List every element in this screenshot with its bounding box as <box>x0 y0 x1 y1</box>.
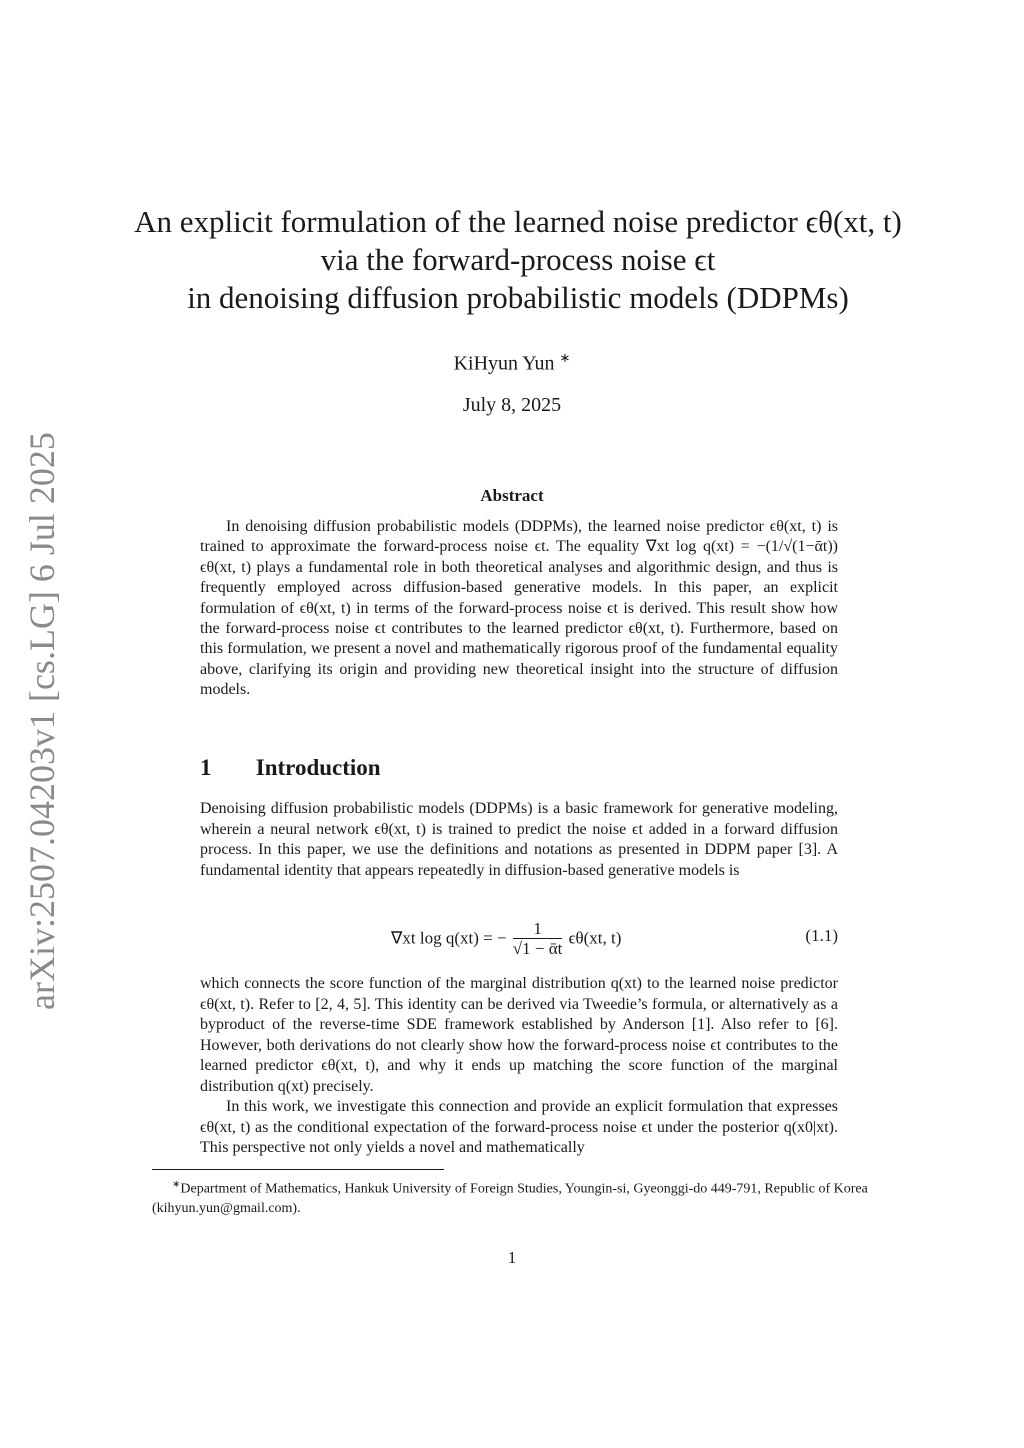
author-name: KiHyun Yun <box>453 352 555 375</box>
intro-paragraph-1-text: Denoising diffusion probabilistic models (DDPMs) is a basic framework for generative modeling, wherein a neural network ϵθ(xt, t) is trained to predict the noise ϵt added in a forward diffusion process. In this paper, we use the definitions and notations as presented in DDPM paper [3]. A fundamental identity that appears repeatedly in diffusion-based generative models is <box>200 800 838 879</box>
title-line-3: in denoising diffusion probabilistic models (DDPMs) <box>187 280 849 315</box>
intro-paragraph-3-text: In this work, we investigate this connection and provide an explicit formulation that expresses ϵθ(xt, t) as the conditional expectation of the forward-process noise ϵt under the posterior q(x0|xt). This perspective not only yields a novel and mathematically <box>200 1098 838 1156</box>
footnote-text: Department of Mathematics, Hankuk University of Foreign Studies, Youngin-si, Gyeonggi-do 449-791, Republic of Korea (kihyun.yun@gmail.com). <box>152 1181 868 1216</box>
paper-date: July 8, 2025 <box>462 394 562 416</box>
abstract-heading: Abstract <box>480 486 544 505</box>
section-heading <box>200 755 381 781</box>
equation-rhs: ϵθ(xt, t) <box>568 928 622 948</box>
intro-paragraph-1 <box>200 799 838 881</box>
intro-paragraph-2-text: which connects the score function of the marginal distribution q(xt) to the learned noise predictor ϵθ(xt, t). Refer to [2, 4, 5]. This identity can be derived via Tweedie’s formula, or alternatively as a byproduct of the reverse-time SDE framework established by Anderson [1]. Also refer to [6]. However, both derivations do not clearly show how the forward-process noise ϵt contributes to the learned predictor ϵθ(xt, t), and why it ends up matching the score function of the marginal distribution q(xt) precisely. <box>200 975 838 1095</box>
section-number: 1 <box>200 755 212 780</box>
equation-numerator: 1 <box>513 920 563 939</box>
paper-title <box>100 203 936 317</box>
intro-paragraph-2 <box>200 974 838 1159</box>
author-footnote-mark: ∗ <box>559 350 571 365</box>
equation-fraction <box>513 920 563 959</box>
arxiv-identifier-stamp: arXiv:2507.04203v1 [cs.LG] 6 Jul 2025 <box>22 432 62 1010</box>
abstract-text: In denoising diffusion probabilistic models (DDPMs), the learned noise predictor ϵθ(xt, t) is trained to approximate the forward-process noise ϵt. The equality ∇xt log q(xt) = −(1/√(1−ᾱt)) ϵθ(xt, t) plays a fundamental role in both theoretical analyses and algorithmic design, and thus is frequently employed across diffusion-based generative models. In this paper, an explicit formulation of ϵθ(xt, t) in terms of the forward-process noise ϵt is derived. This result show how the forward-process noise ϵt contributes to the learned predictor ϵθ(xt, t). Furthermore, based on this formulation, we present a novel and mathematically rigorous proof of the fundamental equality above, clarifying its origin and providing new theoretical insight into the structure of diffusion models. <box>200 518 838 699</box>
equation-denominator: √1 − ᾱt <box>512 939 563 958</box>
footnote-mark: ∗ <box>172 1179 181 1190</box>
footnote-divider <box>152 1169 444 1170</box>
equation-1-1 <box>200 918 838 958</box>
title-line-2: via the forward-process noise ϵt <box>320 242 716 277</box>
abstract-body <box>200 517 838 701</box>
page-number: 1 <box>507 1248 517 1267</box>
title-line-1: An explicit formulation of the learned noise predictor ϵθ(xt, t) <box>134 204 902 239</box>
equation-number: (1.1) <box>805 926 838 945</box>
footnote <box>152 1175 888 1218</box>
section-title: Introduction <box>255 755 381 780</box>
author-line <box>0 350 1024 376</box>
equation-formula <box>391 920 621 959</box>
equation-lhs: ∇xt log q(xt) = − <box>391 928 507 948</box>
